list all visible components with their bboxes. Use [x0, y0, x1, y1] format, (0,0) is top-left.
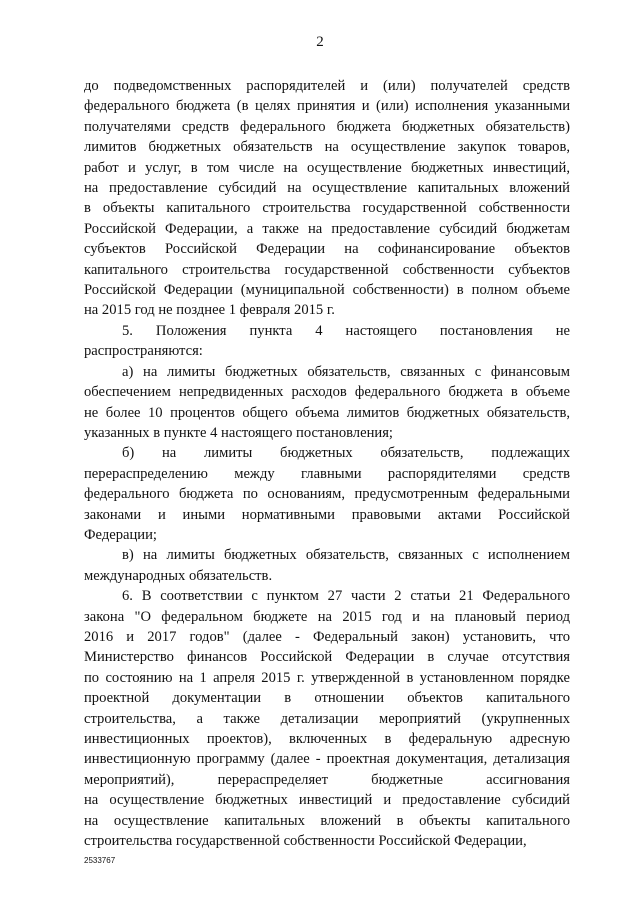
text-line: законами и иными нормативными правовыми актами Российской: [84, 506, 570, 523]
text-line: распространяются:: [84, 343, 203, 360]
text-line: закона "О федеральном бюджете на 2015 год и на плановый период: [84, 608, 570, 625]
paragraph: [84, 321, 570, 362]
text-line: инвестиционных проектов), включенных в федеральную адресную: [84, 731, 570, 747]
text-line: на 2015 год не позднее 1 февраля 2015 г.: [84, 302, 335, 319]
text-line: мероприятий), перераспределяет бюджетные ассигнования: [84, 771, 570, 788]
paragraph: [84, 545, 570, 586]
paragraph: [84, 443, 570, 545]
text-line: международных обязательств.: [84, 567, 273, 584]
text-line: капитального строительства государственной собственности субъектов: [84, 261, 570, 278]
text-line: обеспечением непредвиденных расходов федерального бюджета в объеме: [84, 384, 570, 401]
text-line: 2016 и 2017 годов" (далее - Федеральный закон) установить, что: [84, 628, 570, 645]
document-body: [84, 76, 570, 851]
text-line: инвестиционную программу (далее - проектная документация, детализация: [84, 751, 570, 768]
text-line: Российской Федерации, а также на предоставление субсидий бюджетам: [84, 220, 570, 237]
text-line: субъектов Российской Федерации на софинансирование объектов: [84, 241, 570, 258]
text-line: 6. В соответствии с пунктом 27 части 2 статьи 21 Федерального: [122, 588, 570, 605]
text-line: указанных в пункте 4 настоящего постановления;: [84, 424, 393, 441]
text-line: на предоставление субсидий на осуществление капитальных вложений: [84, 180, 570, 197]
text-line: строительства, а также детализации мероприятий (укрупненных: [84, 710, 570, 727]
text-line: Российской Федерации (муниципальной собственности) в полном объеме: [84, 282, 570, 299]
document-id: 2533767: [84, 856, 116, 865]
text-line: работ и услуг, в том числе на осуществление бюджетных инвестиций,: [84, 159, 570, 176]
paragraph: [84, 76, 570, 321]
text-line: на осуществление бюджетных инвестиций и предоставление субсидий: [84, 792, 570, 809]
text-line: до подведомственных распорядителей и (или) получателей средств: [84, 78, 570, 94]
page-number: 2: [316, 34, 324, 50]
text-line: по состоянию на 1 апреля 2015 г. утвержденной в установленном порядке: [84, 669, 570, 686]
text-line: Министерство финансов Российской Федерации в случае отсутствия: [84, 649, 570, 666]
text-line: в) на лимиты бюджетных обязательств, связанных с исполнением: [122, 547, 570, 564]
paragraph: [84, 362, 570, 444]
text-line: лимитов бюджетных обязательств на осуществление закупок товаров,: [84, 139, 570, 156]
text-line: в объекты капитального строительства государственной собственности: [84, 200, 570, 217]
text-line: строительства государственной собственности Российской Федерации,: [84, 833, 527, 850]
text-line: 5. Положения пункта 4 настоящего постановления не: [122, 322, 570, 339]
text-line: федерального бюджета (в целях принятия и (или) исполнения указанными: [84, 98, 570, 115]
text-line: проектной документации в отношении объектов капитального: [84, 690, 570, 707]
text-line: не более 10 процентов общего объема лимитов бюджетных обязательств,: [84, 404, 570, 421]
text-line: получателями средств федерального бюджета бюджетных обязательств): [84, 118, 570, 135]
paragraph: [84, 586, 570, 851]
text-line: на осуществление капитальных вложений в объекты капитального: [84, 812, 570, 829]
text-line: федерального бюджета по основаниям, предусмотренным федеральными: [84, 486, 570, 503]
text-line: а) на лимиты бюджетных обязательств, связанных с финансовым: [122, 363, 570, 380]
text-line: б) на лимиты бюджетных обязательств, подлежащих: [122, 445, 570, 462]
text-line: Федерации;: [84, 526, 157, 543]
text-line: перераспределению между главными распорядителями средств: [84, 465, 570, 482]
